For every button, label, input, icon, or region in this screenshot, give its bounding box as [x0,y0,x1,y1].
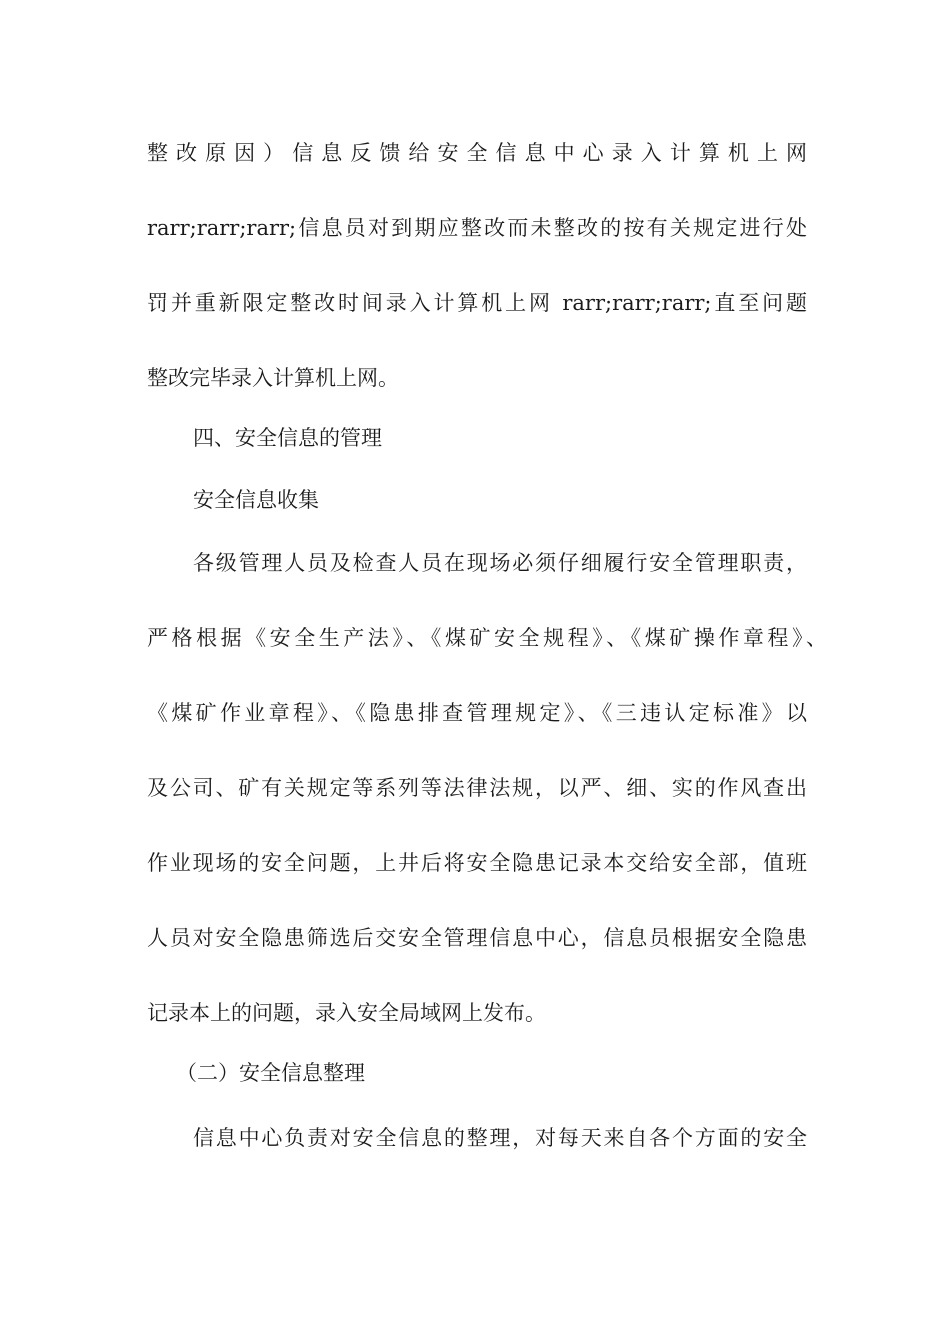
body-line-2: rarr;rarr;rarr;信息员对到期应整改而未整改的按有关规定进行处 [147,216,807,240]
paragraph-line: 作业现场的安全问题，上井后将安全隐患记录本交给安全部，值班 [147,851,807,875]
subsection2-heading: （二）安全信息整理 [176,1061,365,1085]
paragraph-line: 《煤矿作业章程》、《隐患排查管理规定》、《三违认定标准》以 [147,701,807,725]
paragraph-line: 人员对安全隐患筛选后交安全管理信息中心，信息员根据安全隐患 [147,926,807,950]
paragraph-line: 严格根据《安全生产法》、《煤矿安全规程》、《煤矿操作章程》、 [147,626,827,650]
body-line-1: 整改原因）信息反馈给安全信息中心录入计算机上网 [147,141,807,165]
subsection-heading: 安全信息收集 [193,488,319,512]
paragraph-line: 信息中心负责对安全信息的整理，对每天来自各个方面的安全 [193,1126,807,1150]
body-line-3: 罚并重新限定整改时间录入计算机上网 rarr;rarr;rarr;直至问题 [147,291,807,315]
section-heading: 四、安全信息的管理 [193,426,382,450]
body-line-4: 整改完毕录入计算机上网。 [147,366,399,390]
paragraph-line: 及公司、矿有关规定等系列等法律法规，以严、细、实的作风查出 [147,776,807,800]
paragraph-line: 各级管理人员及检查人员在现场必须仔细履行安全管理职责， [193,551,807,575]
paragraph-line: 记录本上的问题，录入安全局域网上发布。 [147,1001,546,1025]
